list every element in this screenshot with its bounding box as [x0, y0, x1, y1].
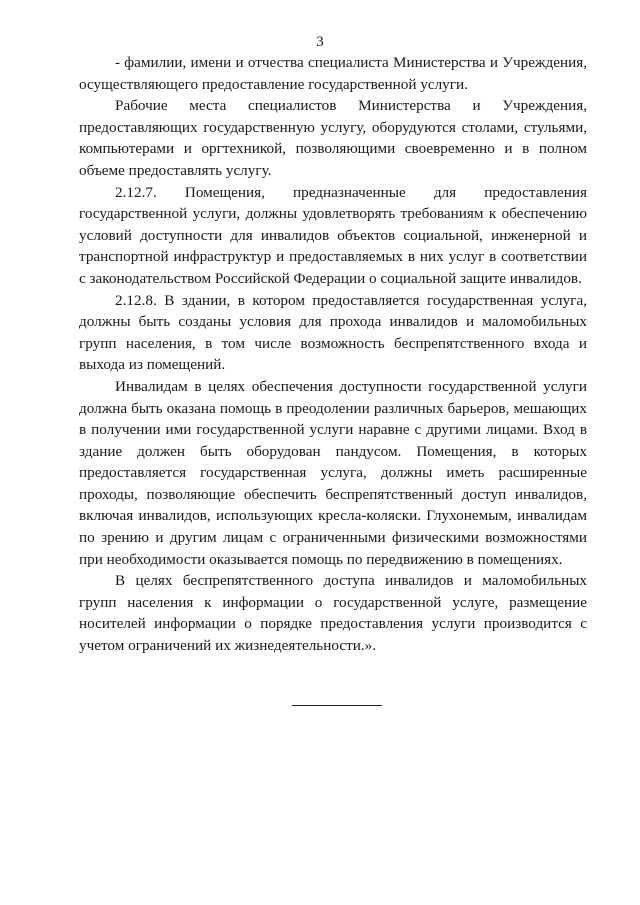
- paragraph-2-12-8: 2.12.8. В здании, в котором предоставляется государственная услуга, должны быть созданы условия для прохода инвалидов и маломобильных групп населения, в том числе возможность беспрепятственного входа и выхода из помещений.: [79, 291, 587, 374]
- document-body: [79, 52, 587, 657]
- paragraph-specialist-name: - фамилии, имени и отчества специалиста Министерства и Учреждения, осуществляющего предоставление государственной услуги.: [79, 54, 587, 93]
- end-divider: [292, 705, 382, 706]
- paragraph-workplaces: Рабочие места специалистов Министерства и Учреждения, предоставляющих государственную услугу, оборудуются столами, стульями, компьютерами и оргтехникой, позволяющими своевременно и в полном объеме предоставлять услугу.: [79, 97, 587, 179]
- page-number: 3: [316, 34, 324, 50]
- paragraph-information-access: В целях беспрепятственного доступа инвалидов и маломобильных групп населения к информации о государственной услуге, размещение носителей информации о порядке предоставления услуги производится с учетом ограничений их жизнедеятельности.».: [79, 572, 587, 655]
- paragraph-2-12-7: 2.12.7. Помещения, предназначенные для предоставления государственной услуги, должны удовлетворять требованиям к обеспечению условий доступности для инвалидов объектов социальной, инженерной и транспортной инфраструктур и предоставляемых в них услуг в соответствии с законодательством Российской Федерации о социальной защите инвалидов.: [79, 183, 587, 287]
- paragraph-disabled-assistance: Инвалидам в целях обеспечения доступности государственной услуги должна быть оказана помощь в преодолении различных барьеров, мешающих в получении ими государственной услуги наравне с другими лицами. Вход в здание должен быть оборудован пандусом. Помещения, в которых предоставляется государственная услуга, должны иметь расширенные проходы, позволяющие обеспечить беспрепятственный доступ инвалидов, включая инвалидов, использующих кресла-коляски. Глухонемым, инвалидам по зрению и другим лицам с ограниченными физическими возможностями при необходимости оказывается помощь по передвижению в помещениях.: [79, 377, 587, 568]
